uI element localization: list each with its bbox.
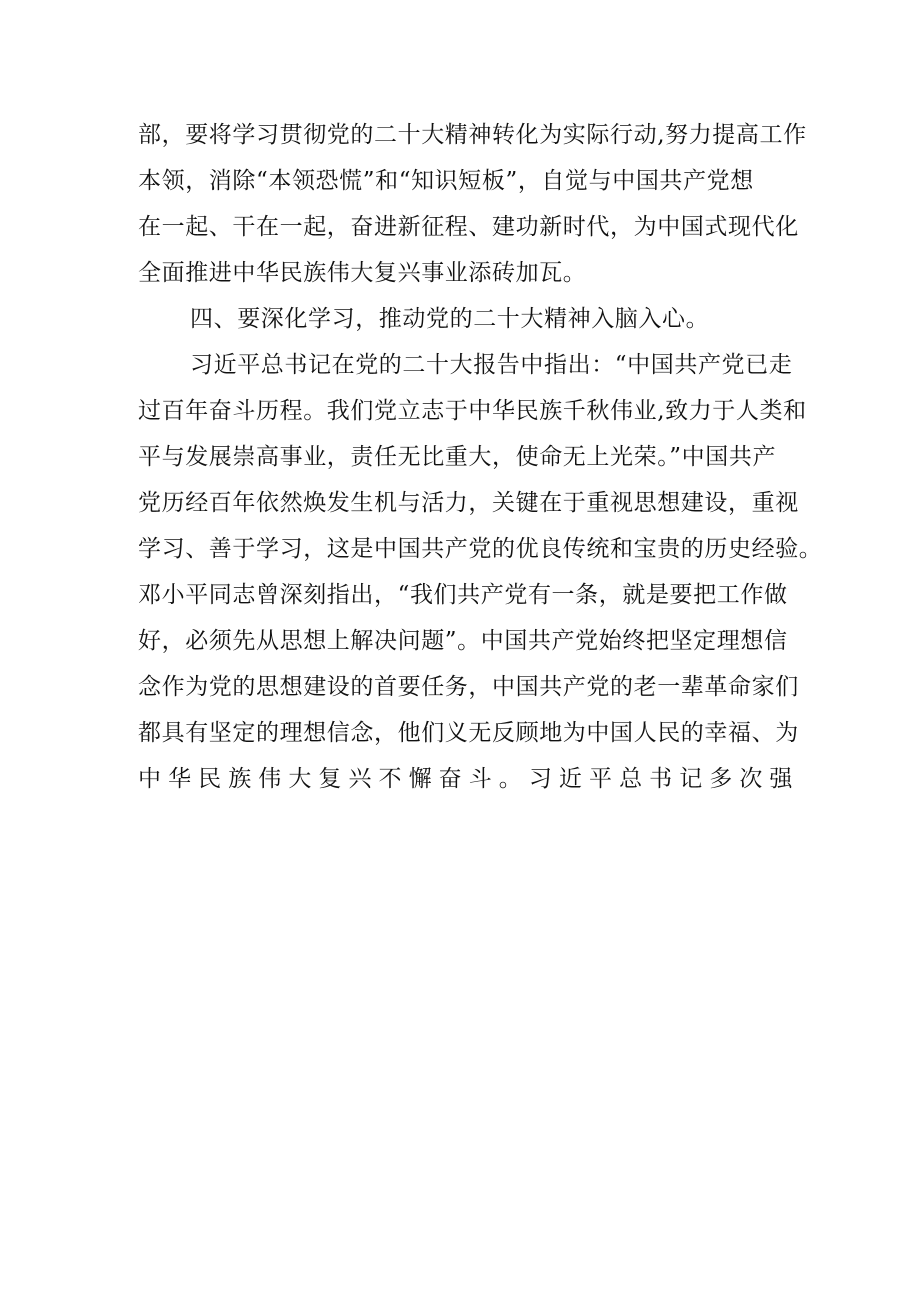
- text-line: 念作为党的思想建设的首要任务，中国共产党的老一辈革命家们: [138, 674, 799, 700]
- document-body: [138, 112, 823, 802]
- text-line: 习近平总书记在党的二十大报告中指出：“中国共产党已走: [190, 352, 793, 378]
- text-line-last: 中华民族伟大复兴不懈奋斗。习近平总书记多次强: [138, 766, 793, 792]
- text-line: 全面推进中华民族伟大复兴事业添砖加瓦。: [138, 260, 587, 286]
- text-line: 本领，消除“本领恐慌”和“知识短板”，自觉与中国共产党想: [138, 168, 754, 194]
- text-line: 过百年奋斗历程。我们党立志于中华民族千秋伟业,致力于人类和: [138, 398, 807, 424]
- text-line: 在一起、干在一起，奋进新征程、建功新时代，为中国式现代化: [138, 214, 799, 240]
- text-line: 邓小平同志曾深刻指出，“我们共产党有一条，就是要把工作做: [138, 582, 788, 608]
- text-line: 好，必须先从思想上解决问题”。中国共产党始终把坚定理想信: [138, 628, 788, 654]
- text-line: 部，要将学习贯彻党的二十大精神转化为实际行动,努力提高工作: [138, 122, 807, 148]
- text-line: 平与发展崇高事业，责任无比重大，使命无上光荣。”中国共产: [138, 444, 777, 470]
- section-heading: 四、要深化学习，推动党的二十大精神入脑入心。: [190, 306, 710, 332]
- text-line: 党历经百年依然焕发生机与活力，关键在于重视思想建设，重视: [138, 490, 799, 516]
- text-line: 都具有坚定的理想信念，他们义无反顾地为中国人民的幸福、为: [138, 720, 799, 746]
- text-line: 学习、善于学习，这是中国共产党的优良传统和宝贵的历史经验。: [138, 536, 823, 562]
